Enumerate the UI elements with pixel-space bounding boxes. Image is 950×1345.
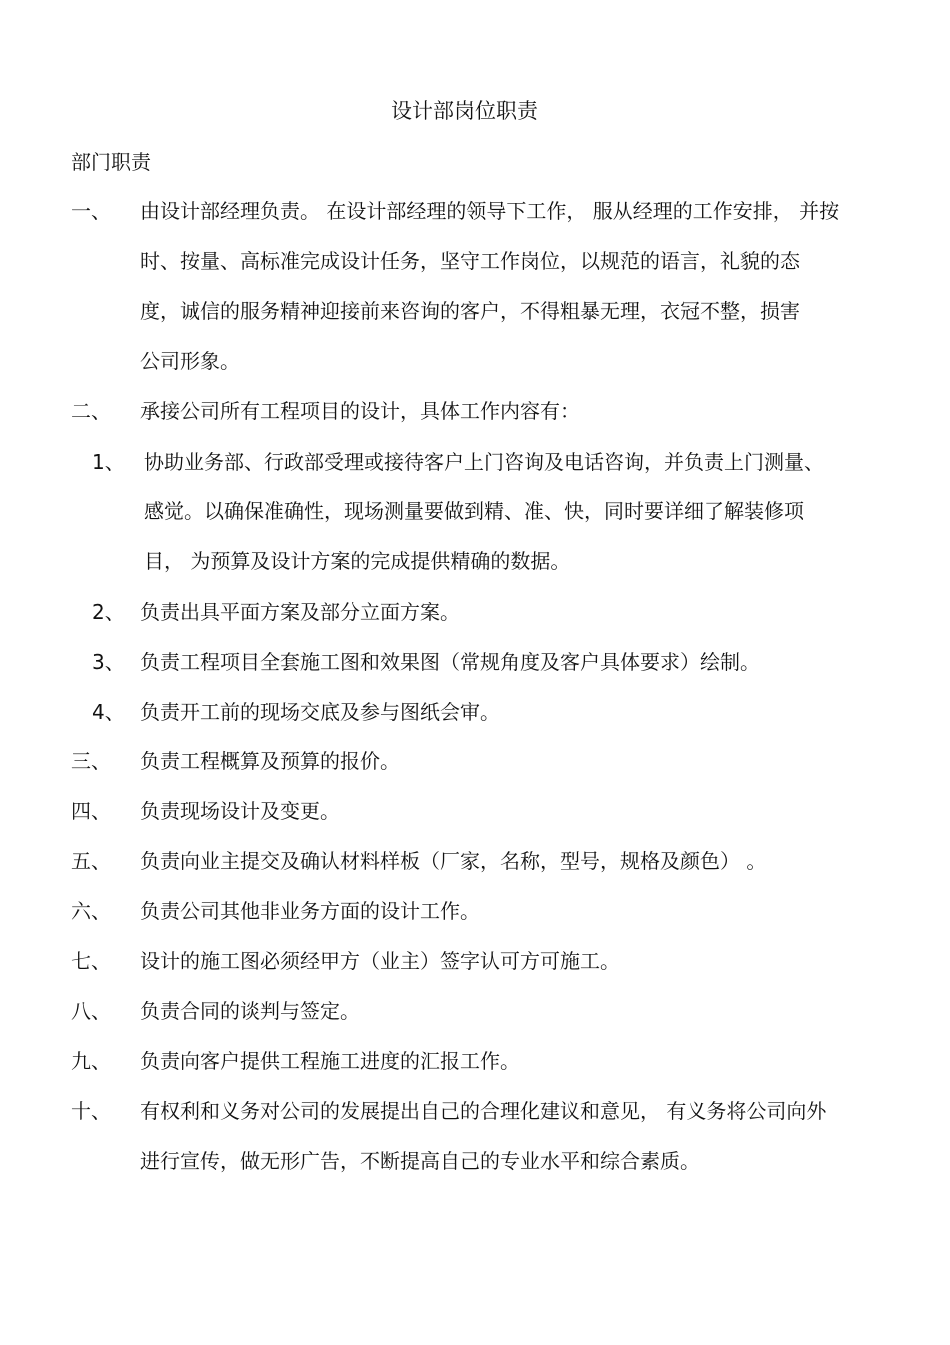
item-text-line: 有权利和义务对公司的发展提出自己的合理化建议和意见， 有义务将公司向外 <box>140 1099 827 1123</box>
item-text-line: 公司形象。 <box>140 349 240 373</box>
item-text-line: 负责合同的谈判与签定。 <box>140 999 360 1023</box>
item-text-line: 承接公司所有工程项目的设计，具体工作内容有： <box>140 399 580 423</box>
item-number: 十、 <box>71 1099 111 1123</box>
item-text-line: 负责出具平面方案及部分立面方案。 <box>140 600 460 624</box>
item-text-line: 负责向业主提交及确认材料样板（厂家，名称，型号，规格及颜色） 。 <box>140 849 767 873</box>
item-text-line: 感觉。以确保准确性，现场测量要做到精、准、快，同时要详细了解装修项 <box>144 499 804 523</box>
item-text-line: 进行宣传，做无形广告，不断提高自己的专业水平和综合素质。 <box>140 1149 700 1173</box>
subitem-number: 2、 <box>92 600 125 624</box>
item-text-line: 负责向客户提供工程施工进度的汇报工作。 <box>140 1049 520 1073</box>
item-number: 七、 <box>71 949 111 973</box>
page-title: 设计部岗位职责 <box>391 99 538 123</box>
item-text-line: 负责工程项目全套施工图和效果图（常规角度及客户具体要求）绘制。 <box>140 650 760 674</box>
item-number: 八、 <box>71 999 111 1023</box>
item-text-line: 负责现场设计及变更。 <box>140 799 340 823</box>
item-text-line: 目， 为预算及设计方案的完成提供精确的数据。 <box>144 549 571 573</box>
item-text-line: 负责工程概算及预算的报价。 <box>140 749 400 773</box>
section-heading: 部门职责 <box>71 150 151 174</box>
item-number: 九、 <box>71 1049 111 1073</box>
item-text-line: 度，诚信的服务精神迎接前来咨询的客户，不得粗暴无理，衣冠不整，损害 <box>140 299 800 323</box>
item-text-line: 由设计部经理负责。 在设计部经理的领导下工作， 服从经理的工作安排， 并按 <box>140 199 840 223</box>
subitem-number: 1、 <box>92 450 125 474</box>
item-text-line: 设计的施工图必须经甲方（业主）签字认可方可施工。 <box>140 949 620 973</box>
item-text-line: 负责开工前的现场交底及参与图纸会审。 <box>140 700 500 724</box>
subitem-number: 3、 <box>92 650 125 674</box>
item-text-line: 时、按量、高标准完成设计任务，坚守工作岗位，以规范的语言，礼貌的态 <box>140 249 800 273</box>
item-number: 六、 <box>71 899 111 923</box>
item-text-line: 协助业务部、行政部受理或接待客户上门咨询及电话咨询，并负责上门测量、 <box>144 450 824 474</box>
item-text-line: 负责公司其他非业务方面的设计工作。 <box>140 899 480 923</box>
item-number: 二、 <box>71 399 111 423</box>
item-number: 一、 <box>71 199 111 223</box>
item-number: 五、 <box>71 849 111 873</box>
item-number: 四、 <box>71 799 111 823</box>
item-number: 三、 <box>71 749 111 773</box>
subitem-number: 4、 <box>92 700 125 724</box>
